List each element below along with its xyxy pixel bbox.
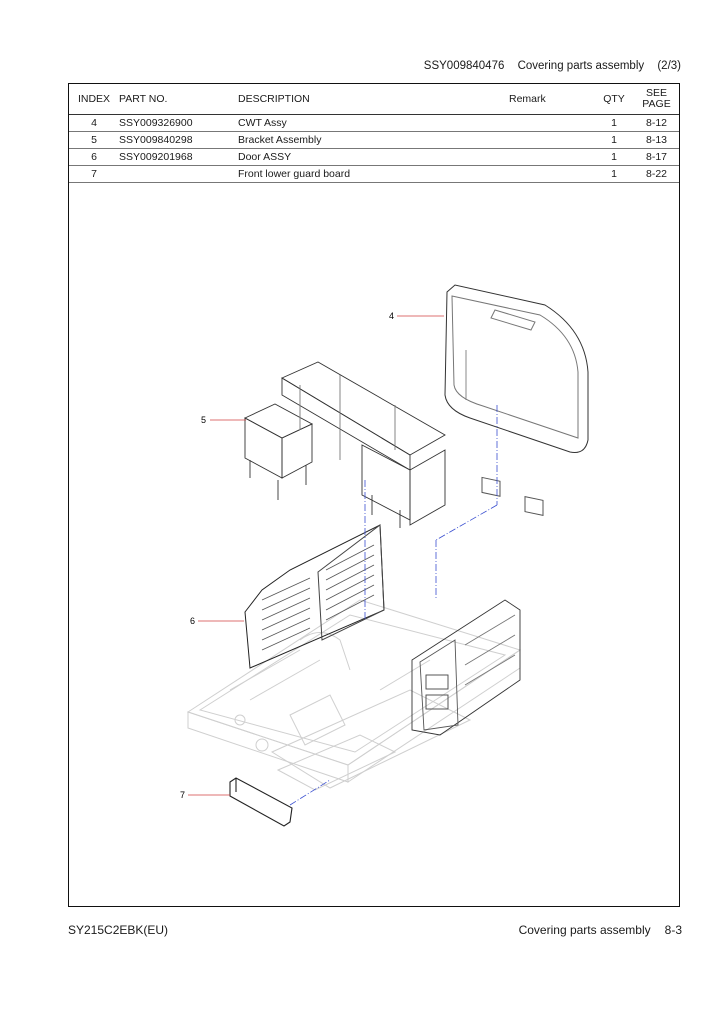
callout-5: 5 xyxy=(201,415,207,425)
doc-page: (2/3) xyxy=(657,60,681,72)
cell-qty: 1 xyxy=(594,115,634,132)
cell-description: CWT Assy xyxy=(238,115,509,132)
cell-index: 5 xyxy=(69,132,119,149)
callout-6: 6 xyxy=(190,616,196,626)
cell-see-page: 8-13 xyxy=(634,132,679,149)
cell-index: 4 xyxy=(69,115,119,132)
part-4-counterweight xyxy=(445,285,588,515)
col-part-no: PART NO. xyxy=(119,84,238,115)
part-6-door xyxy=(245,525,384,668)
doc-code: SSY009840476 xyxy=(423,60,505,72)
doc-title: Covering parts assembly xyxy=(517,60,645,72)
cell-index: 7 xyxy=(69,166,119,183)
cell-see-page: 8-22 xyxy=(634,166,679,183)
part-5-bracket xyxy=(245,362,445,528)
col-remark: Remark xyxy=(509,84,594,115)
cell-part-no: SSY009326900 xyxy=(119,115,238,132)
cell-qty: 1 xyxy=(594,132,634,149)
cell-description: Door ASSY xyxy=(238,149,509,166)
cell-see-page: 8-17 xyxy=(634,149,679,166)
col-index: INDEX xyxy=(69,84,119,115)
cell-qty: 1 xyxy=(594,149,634,166)
footer-model: SY215C2EBK(EU) xyxy=(68,923,169,937)
part-7-guard-board xyxy=(230,778,292,826)
assembly-lines xyxy=(290,405,497,805)
cell-see-page: 8-12 xyxy=(634,115,679,132)
col-see-line1: SEE xyxy=(645,87,667,99)
footer-section: Covering parts assembly xyxy=(518,923,651,937)
col-qty: QTY xyxy=(594,84,634,115)
cell-part-no: SSY009201968 xyxy=(119,149,238,166)
cell-part-no: SSY009840298 xyxy=(119,132,238,149)
cell-index: 6 xyxy=(69,149,119,166)
callout-4: 4 xyxy=(389,311,395,321)
col-see-line2: PAGE xyxy=(642,98,671,110)
cell-description: Bracket Assembly xyxy=(238,132,509,149)
cell-qty: 1 xyxy=(594,166,634,183)
footer-right xyxy=(519,923,682,937)
callout-7: 7 xyxy=(180,790,186,800)
footer-page-number: 8-3 xyxy=(664,923,682,937)
callout-leaders xyxy=(188,316,444,795)
col-description: DESCRIPTION xyxy=(238,84,509,115)
engine-hood-cover xyxy=(412,600,520,735)
cell-description: Front lower guard board xyxy=(238,166,509,183)
base-frame-ghost xyxy=(188,600,520,790)
